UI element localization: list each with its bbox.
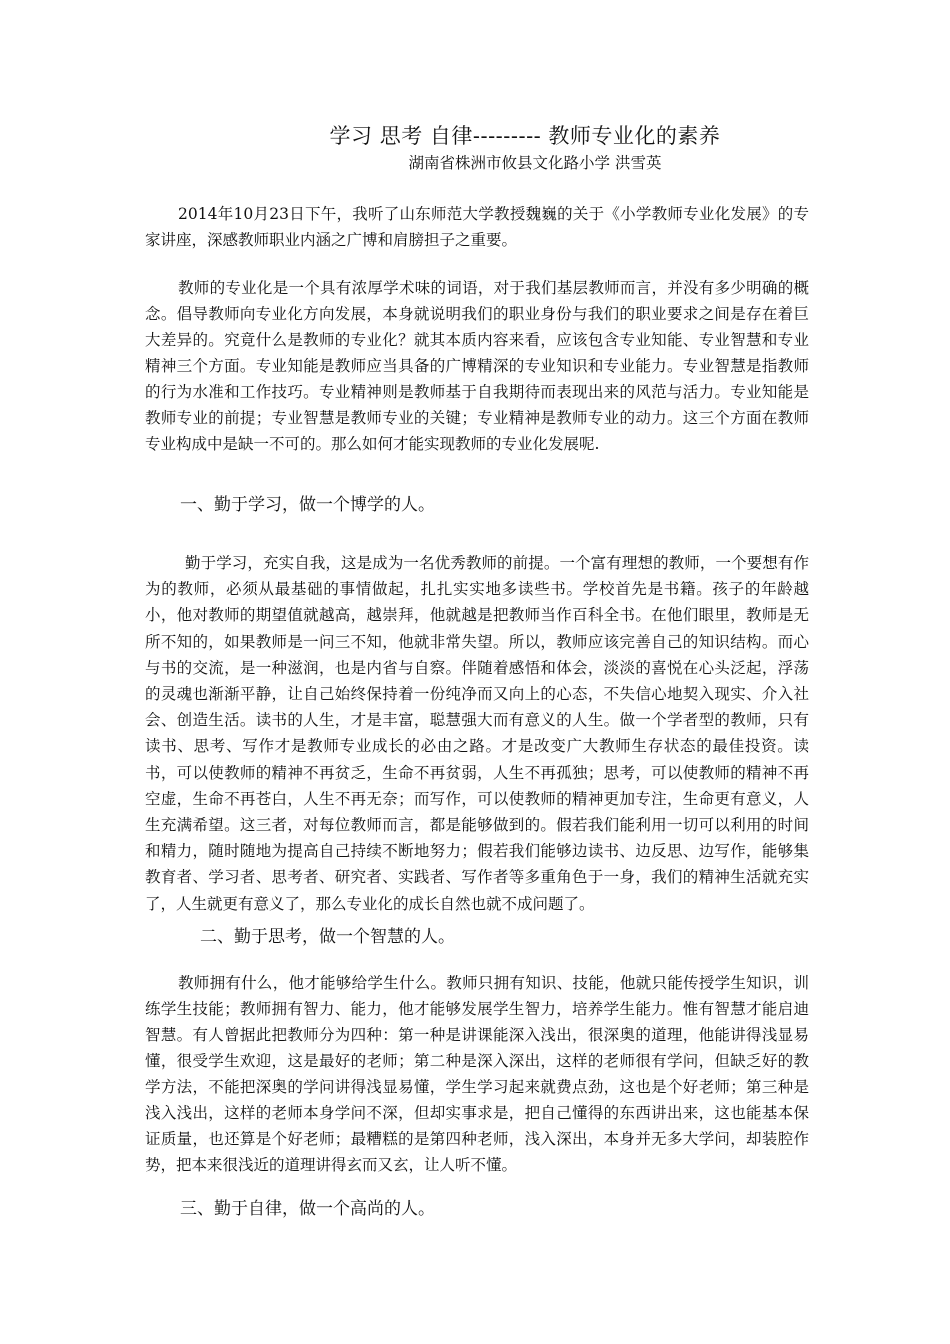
section-1-heading: 一、勤于学习，做一个博学的人。 [180, 495, 435, 515]
author-line: 湖南省株洲市攸县文化路小学 洪雪英 [408, 154, 662, 172]
section-1-body: 勤于学习，充实自我，这是成为一名优秀教师的前提。一个富有理想的教师，一个要想有作为的教师，必须从最基础的事情做起，扎扎实实地多读些书。学校首先是书籍。孩子的年龄越小，他对教师的期望值就越高，越崇拜，他就越是把教师当作百科全书。在他们眼里，教师是无所不知的，如果教师是一问三不知，他就非常失望。所以，教师应该完善自己的知识结构。而心与书的交流，是一种滋润，也是内省与自察。伴随着感悟和体会，淡淡的喜悦在心头泛起，浮荡的灵魂也渐渐平静，让自己始终保持着一份纯净而又向上的心态，不失信心地契入现实、介入社会、创造生活。读书的人生，才是丰富，聪慧强大而有意义的人生。做一个学者型的教师，只有读书、思考、写作才是教师专业成长的必由之路。才是改变广大教师生存状态的最佳投资。读书，可以使教师的精神不再贫乏，生命不再贫弱，人生不再孤独；思考，可以使教师的精神不再空虚，生命不再苍白，人生不再无奈；而写作，可以使教师的精神更加专注，生命更有意义，人生充满希望。这三者，对每位教师而言，都是能够做到的。假若我们能利用一切可以利用的时间和精力，随时随地为提高自己持续不断地努力；假若我们能够边读书、边反思、边写作，能够集教育者、学习者、思考者、研究者、实践者、写作者等多重角色于一身，我们的精神生活就充实了，人生就更有意义了，那么专业化的成长自然也就不成问题了。 [145, 554, 809, 913]
document-title: 学习 思考 自律--------- 教师专业化的素养 [329, 124, 721, 148]
overview-paragraph: 教师的专业化是一个具有浓厚学术味的词语，对于我们基层教师而言，并没有多少明确的概念。倡导教师向专业化方向发展，本身就说明我们的职业身份与我们的职业要求之间是存在着巨大差异的。究竟什么是教师的专业化？就其本质内容来看，应该包含专业知能、专业智慧和专业精神三个方面。专业知能是教师应当具备的广博精深的专业知识和专业能力。专业智慧是指教师的行为水准和工作技巧。专业精神则是教师基于自我期待而表现出来的风范与活力。专业知能是教师专业的前提；专业智慧是教师专业的关键；专业精神是教师专业的动力。这三个方面在教师专业构成中是缺一不可的。那么如何才能实现教师的专业化发展呢. [145, 279, 809, 453]
section-3-heading: 三、勤于自律，做一个高尚的人。 [180, 1199, 435, 1219]
intro-paragraph: 2014年10月23日下午，我听了山东师范大学教授魏巍的关于《小学教师专业化发展》的专家讲座，深感教师职业内涵之广博和肩膀担子之重要。 [145, 205, 809, 249]
section-2-heading: 二、勤于思考，做一个智慧的人。 [200, 927, 455, 947]
section-2-body: 教师拥有什么，他才能够给学生什么。教师只拥有知识、技能，他就只能传授学生知识，训练学生技能；教师拥有智力、能力，他才能够发展学生智力，培养学生能力。惟有智慧才能启迪智慧。有人曾据此把教师分为四种：第一种是讲课能深入浅出，很深奥的道理，他能讲得浅显易懂，很受学生欢迎，这是最好的老师；第二种是深入深出，这样的老师很有学问，但缺乏好的教学方法，不能把深奥的学问讲得浅显易懂，学生学习起来就费点劲，这也是个好老师；第三种是浅入浅出，这样的老师本身学问不深，但却实事求是，把自己懂得的东西讲出来，这也能基本保证质量，也还算是个好老师；最糟糕的是第四种老师，浅入深出，本身并无多大学问，却装腔作势，把本来很浅近的道理讲得玄而又玄，让人听不懂。 [145, 974, 809, 1174]
